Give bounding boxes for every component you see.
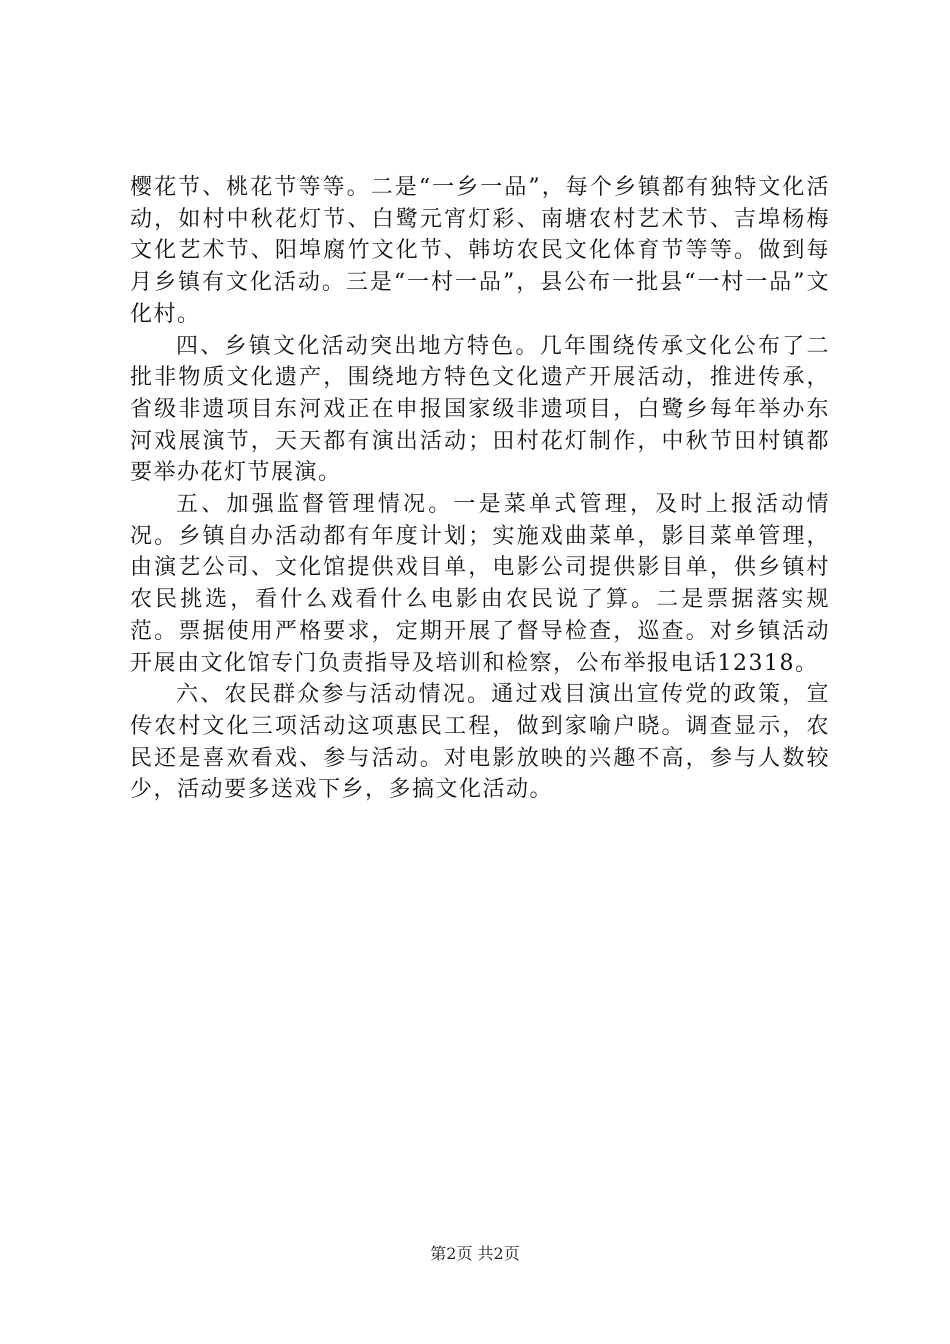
paragraph-section-six: 六、农民群众参与活动情况。通过戏目演出宣传党的政策，宣传农村文化三项活动这项惠民工程，做到家喻户晓。调查显示，农民还是喜欢看戏、参与活动。对电影放映的兴趣不高，参与人数较少，活动要多送戏下乡，多搞文化活动。 [130,682,830,803]
document-body [130,172,830,806]
paragraph-continuation: 樱花节、桃花节等等。二是“一乡一品”，每个乡镇都有独特文化活动，如村中秋花灯节、白鹭元宵灯彩、南塘农村艺术节、吉埠杨梅文化艺术节、阳埠腐竹文化节、韩坊农民文化体育节等等。做到每月乡镇有文化活动。三是“一村一品”，县公布一批县“一村一品”文化村。 [130,175,830,327]
paragraph-section-five: 五、加强监督管理情况。一是菜单式管理，及时上报活动情况。乡镇自办活动都有年度计划；实施戏曲菜单，影目菜单管理，由演艺公司、文化馆提供戏目单，电影公司提供影目单，供乡镇村农民挑选，看什么戏看什么电影由农民说了算。二是票据落实规范。票据使用严格要求，定期开展了督导检查，巡查。对乡镇活动开展由文化馆专门负责指导及培训和检察，公布举报电话12318。 [130,492,830,676]
page-footer: 第2页 共2页 [430,1244,520,1263]
paragraph-section-four: 四、乡镇文化活动突出地方特色。几年围绕传承文化公布了二批非物质文化遗产，围绕地方特色文化遗产开展活动，推进传承，省级非遗项目东河戏正在申报国家级非遗项目，白鹭乡每年举办东河戏展演节，天天都有演出活动；田村花灯制作，中秋节田村镇都要举办花灯节展演。 [130,333,830,486]
